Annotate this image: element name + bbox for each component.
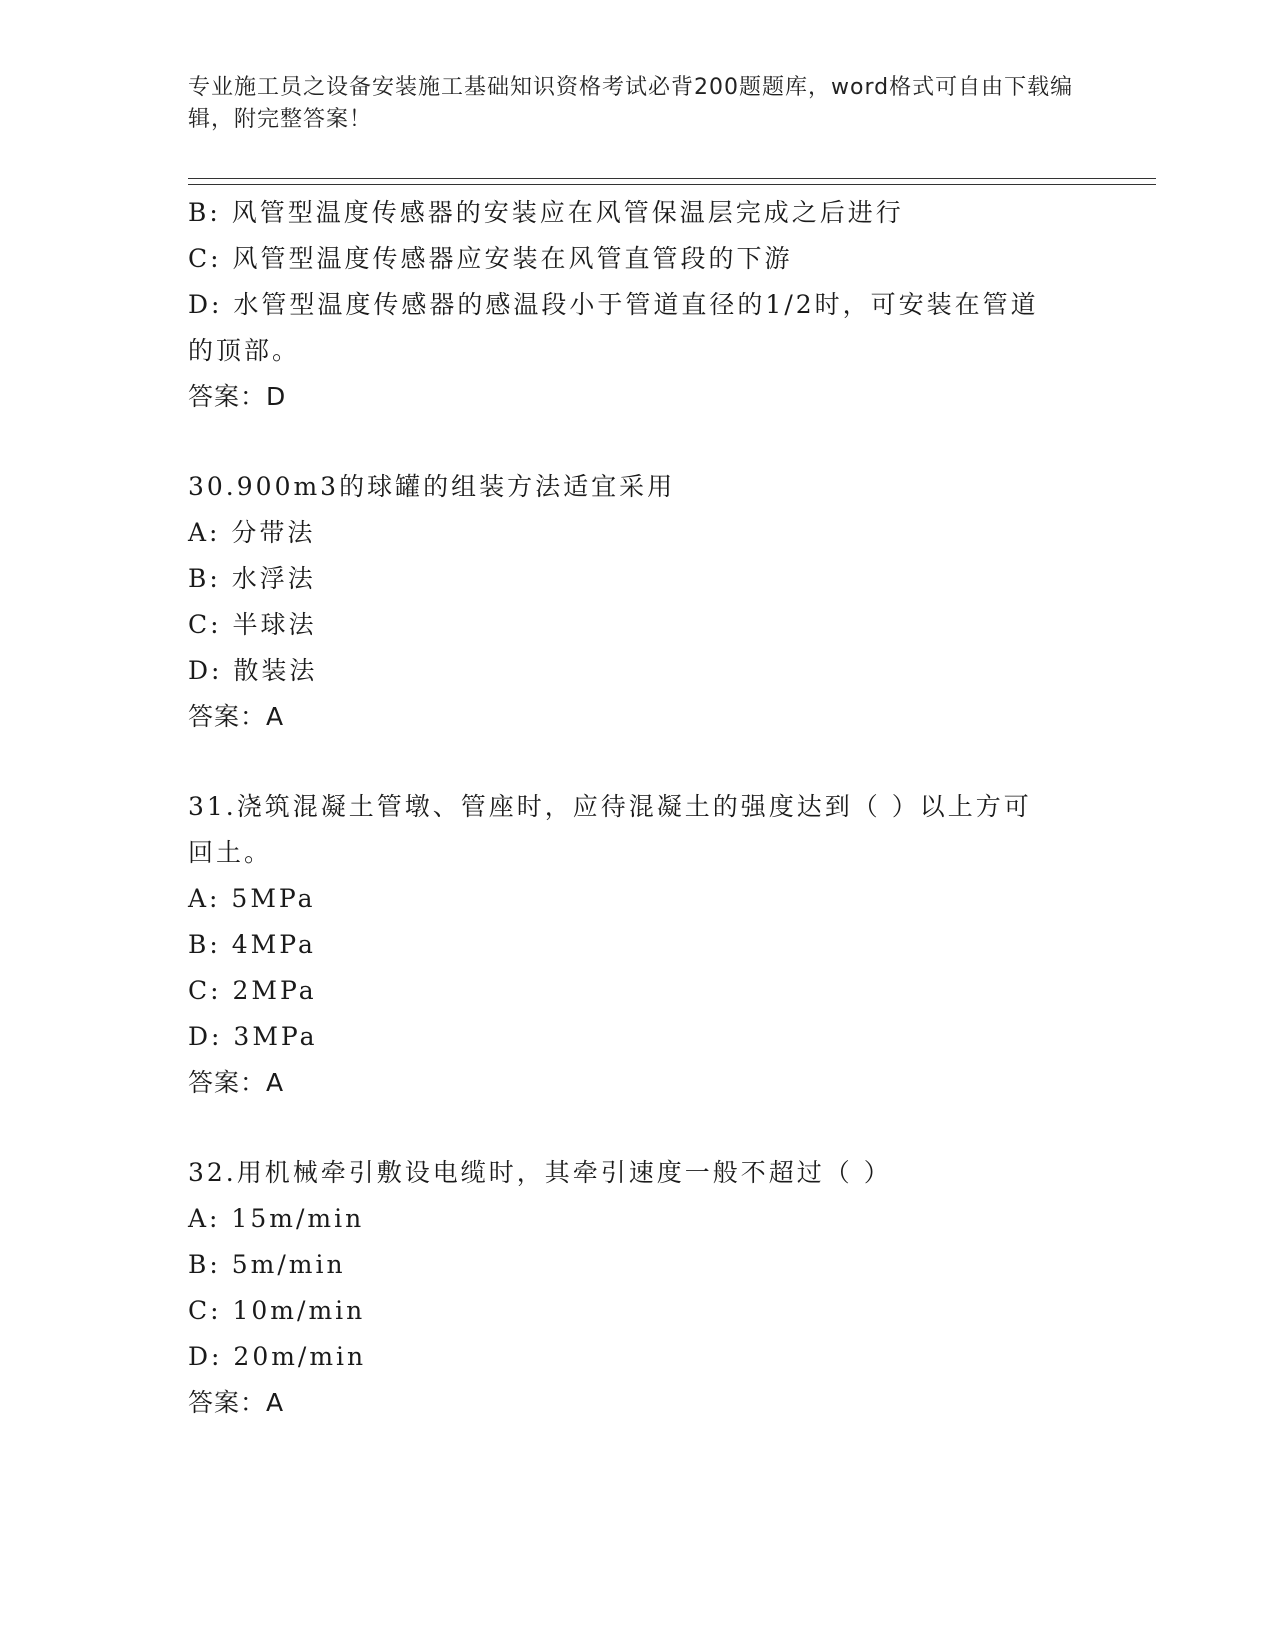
question-31: [188, 784, 1088, 1106]
question-stem: 32.用机械牵引敷设电缆时，其牵引速度一般不超过（ ）: [188, 1158, 892, 1187]
option-d: D: 20m/min: [188, 1342, 367, 1371]
question-stem: 30.900m3的球罐的组装方法适宜采用: [188, 472, 676, 501]
answer-line: 答案：D: [188, 382, 287, 411]
document-header: 专业施工员之设备安装施工基础知识资格考试必背200题题库，word格式可自由下载编辑，附完整答案！: [188, 75, 1074, 132]
option-a: A: 15m/min: [188, 1204, 365, 1233]
option-b: B: 风管型温度传感器的安装应在风管保温层完成之后进行: [188, 198, 904, 227]
document-body: [188, 190, 1088, 1426]
option-c: C: 风管型温度传感器应安装在风管直管段的下游: [188, 244, 793, 273]
option-d: D: 水管型温度传感器的感温段小于管道直径的1/2时，可安装在管道: [188, 290, 1039, 319]
option-b: B: 水浮法: [188, 564, 316, 593]
option-d-continued: 的顶部。: [188, 336, 301, 365]
option-a: A: 分带法: [188, 518, 316, 547]
option-b: B: 4MPa: [188, 930, 316, 959]
option-c: C: 半球法: [188, 610, 317, 639]
question-32: [188, 1150, 1088, 1426]
option-b: B: 5m/min: [188, 1250, 346, 1279]
question-stem: 31.浇筑混凝土管墩、管座时，应待混凝土的强度达到（ ）以上方可: [188, 792, 1032, 821]
question-stem-continued: 回土。: [188, 838, 273, 867]
option-c: C: 10m/min: [188, 1296, 366, 1325]
option-a: A: 5MPa: [188, 884, 316, 913]
option-d: D: 3MPa: [188, 1022, 318, 1051]
option-c: C: 2MPa: [188, 976, 317, 1005]
answer-line: 答案：A: [188, 702, 285, 731]
answer-line: 答案：A: [188, 1388, 285, 1417]
question-30: [188, 464, 1088, 740]
option-d: D: 散装法: [188, 656, 318, 685]
answer-line: 答案：A: [188, 1068, 285, 1097]
continued-question: [188, 190, 1088, 420]
header-divider: [188, 178, 1156, 185]
